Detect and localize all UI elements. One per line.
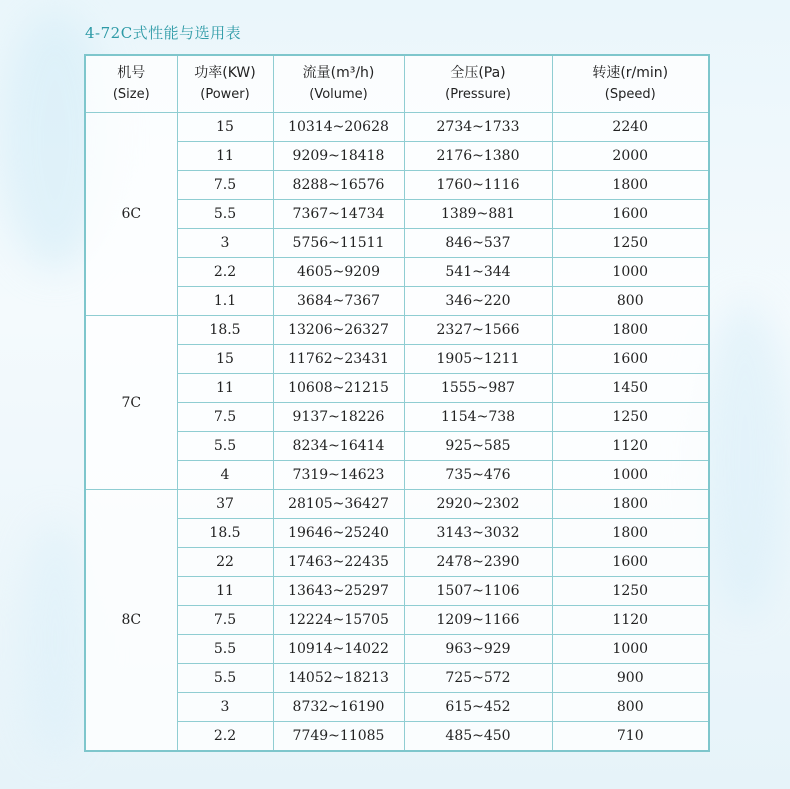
pressure-cell: 2734~1733: [404, 113, 552, 142]
pressure-cell: 1555~987: [404, 374, 552, 403]
speed-cell: 1250: [552, 403, 709, 432]
pressure-cell: 485~450: [404, 722, 552, 752]
table-row: [85, 113, 709, 142]
volume-cell: 12224~15705: [273, 606, 404, 635]
speed-cell: 1800: [552, 519, 709, 548]
header-volume: [273, 55, 404, 113]
pressure-cell: 735~476: [404, 461, 552, 490]
table-row: [85, 229, 709, 258]
table-row: [85, 403, 709, 432]
size-cell: 7C: [85, 316, 177, 490]
table-row: [85, 461, 709, 490]
volume-cell: 19646~25240: [273, 519, 404, 548]
speed-cell: 1450: [552, 374, 709, 403]
table-row: [85, 142, 709, 171]
power-cell: 11: [177, 374, 273, 403]
pressure-cell: 2478~2390: [404, 548, 552, 577]
power-cell: 5.5: [177, 432, 273, 461]
header-power: [177, 55, 273, 113]
speed-cell: 1600: [552, 200, 709, 229]
header-size-en: (Size): [112, 87, 150, 102]
performance-table: [84, 54, 710, 752]
table-row: [85, 345, 709, 374]
power-cell: 5.5: [177, 635, 273, 664]
header-volume-zh: 流量(m³/h): [302, 65, 375, 81]
pressure-cell: 846~537: [404, 229, 552, 258]
power-cell: 11: [177, 142, 273, 171]
speed-cell: 1120: [552, 606, 709, 635]
speed-cell: 800: [552, 693, 709, 722]
power-cell: 3: [177, 229, 273, 258]
pressure-cell: 1154~738: [404, 403, 552, 432]
header-size-zh: 机号: [117, 65, 146, 81]
pressure-cell: 3143~3032: [404, 519, 552, 548]
volume-cell: 9137~18226: [273, 403, 404, 432]
volume-cell: 5756~11511: [273, 229, 404, 258]
speed-cell: 1800: [552, 316, 709, 345]
volume-cell: 8732~16190: [273, 693, 404, 722]
pressure-cell: 1905~1211: [404, 345, 552, 374]
power-cell: 4: [177, 461, 273, 490]
page-title: 4-72C式性能与选用表: [85, 24, 242, 42]
background-decoration: [20, 520, 90, 760]
power-cell: 5.5: [177, 664, 273, 693]
power-cell: 22: [177, 548, 273, 577]
power-cell: 5.5: [177, 200, 273, 229]
speed-cell: 710: [552, 722, 709, 752]
header-power-zh: 功率(KW): [194, 65, 256, 81]
volume-cell: 28105~36427: [273, 490, 404, 519]
pressure-cell: 2327~1566: [404, 316, 552, 345]
volume-cell: 4605~9209: [273, 258, 404, 287]
power-cell: 7.5: [177, 403, 273, 432]
volume-cell: 7319~14623: [273, 461, 404, 490]
header-speed: [552, 55, 709, 113]
volume-cell: 13643~25297: [273, 577, 404, 606]
pressure-cell: 1507~1106: [404, 577, 552, 606]
pressure-cell: 1389~881: [404, 200, 552, 229]
volume-cell: 10314~20628: [273, 113, 404, 142]
table-row: [85, 606, 709, 635]
background-decoration: [700, 300, 790, 620]
power-cell: 7.5: [177, 171, 273, 200]
table-header: [85, 55, 709, 113]
volume-cell: 17463~22435: [273, 548, 404, 577]
volume-cell: 3684~7367: [273, 287, 404, 316]
speed-cell: 800: [552, 287, 709, 316]
speed-cell: 1000: [552, 461, 709, 490]
pressure-cell: 615~452: [404, 693, 552, 722]
power-cell: 2.2: [177, 722, 273, 752]
speed-cell: 1800: [552, 490, 709, 519]
pressure-cell: 725~572: [404, 664, 552, 693]
power-cell: 15: [177, 113, 273, 142]
table-row: [85, 490, 709, 519]
power-cell: 37: [177, 490, 273, 519]
table-row: [85, 171, 709, 200]
size-cell: 8C: [85, 490, 177, 752]
header-row: [85, 55, 709, 113]
speed-cell: 1250: [552, 229, 709, 258]
pressure-cell: 346~220: [404, 287, 552, 316]
header-power-en: (Power): [200, 87, 250, 102]
header-volume-en: (Volume): [309, 87, 368, 102]
power-cell: 15: [177, 345, 273, 374]
table-row: [85, 519, 709, 548]
header-size: [85, 55, 177, 113]
volume-cell: 7749~11085: [273, 722, 404, 752]
table-row: [85, 722, 709, 752]
volume-cell: 11762~23431: [273, 345, 404, 374]
table-row: [85, 258, 709, 287]
table-row: [85, 635, 709, 664]
speed-cell: 1600: [552, 548, 709, 577]
volume-cell: 13206~26327: [273, 316, 404, 345]
volume-cell: 14052~18213: [273, 664, 404, 693]
power-cell: 7.5: [177, 606, 273, 635]
speed-cell: 1000: [552, 258, 709, 287]
power-cell: 18.5: [177, 519, 273, 548]
table-row: [85, 693, 709, 722]
power-cell: 2.2: [177, 258, 273, 287]
volume-cell: 10608~21215: [273, 374, 404, 403]
size-cell: 6C: [85, 113, 177, 316]
table-row: [85, 316, 709, 345]
pressure-cell: 963~929: [404, 635, 552, 664]
table-row: [85, 200, 709, 229]
pressure-cell: 541~344: [404, 258, 552, 287]
header-speed-en: (Speed): [604, 87, 656, 102]
pressure-cell: 1209~1166: [404, 606, 552, 635]
power-cell: 1.1: [177, 287, 273, 316]
header-speed-zh: 转速(r/min): [592, 65, 669, 81]
table-row: [85, 548, 709, 577]
table-body: [85, 113, 709, 752]
volume-cell: 7367~14734: [273, 200, 404, 229]
pressure-cell: 2176~1380: [404, 142, 552, 171]
speed-cell: 1600: [552, 345, 709, 374]
volume-cell: 10914~14022: [273, 635, 404, 664]
table-row: [85, 287, 709, 316]
speed-cell: 1120: [552, 432, 709, 461]
volume-cell: 9209~18418: [273, 142, 404, 171]
speed-cell: 2000: [552, 142, 709, 171]
power-cell: 11: [177, 577, 273, 606]
table-row: [85, 664, 709, 693]
pressure-cell: 925~585: [404, 432, 552, 461]
header-pressure-en: (Pressure): [445, 87, 511, 102]
header-pressure-zh: 全压(Pa): [450, 65, 506, 81]
header-pressure: [404, 55, 552, 113]
speed-cell: 1250: [552, 577, 709, 606]
table-row: [85, 577, 709, 606]
speed-cell: 2240: [552, 113, 709, 142]
pressure-cell: 1760~1116: [404, 171, 552, 200]
table-row: [85, 432, 709, 461]
table-row: [85, 374, 709, 403]
speed-cell: 900: [552, 664, 709, 693]
volume-cell: 8234~16414: [273, 432, 404, 461]
power-cell: 18.5: [177, 316, 273, 345]
volume-cell: 8288~16576: [273, 171, 404, 200]
speed-cell: 1000: [552, 635, 709, 664]
power-cell: 3: [177, 693, 273, 722]
speed-cell: 1800: [552, 171, 709, 200]
pressure-cell: 2920~2302: [404, 490, 552, 519]
